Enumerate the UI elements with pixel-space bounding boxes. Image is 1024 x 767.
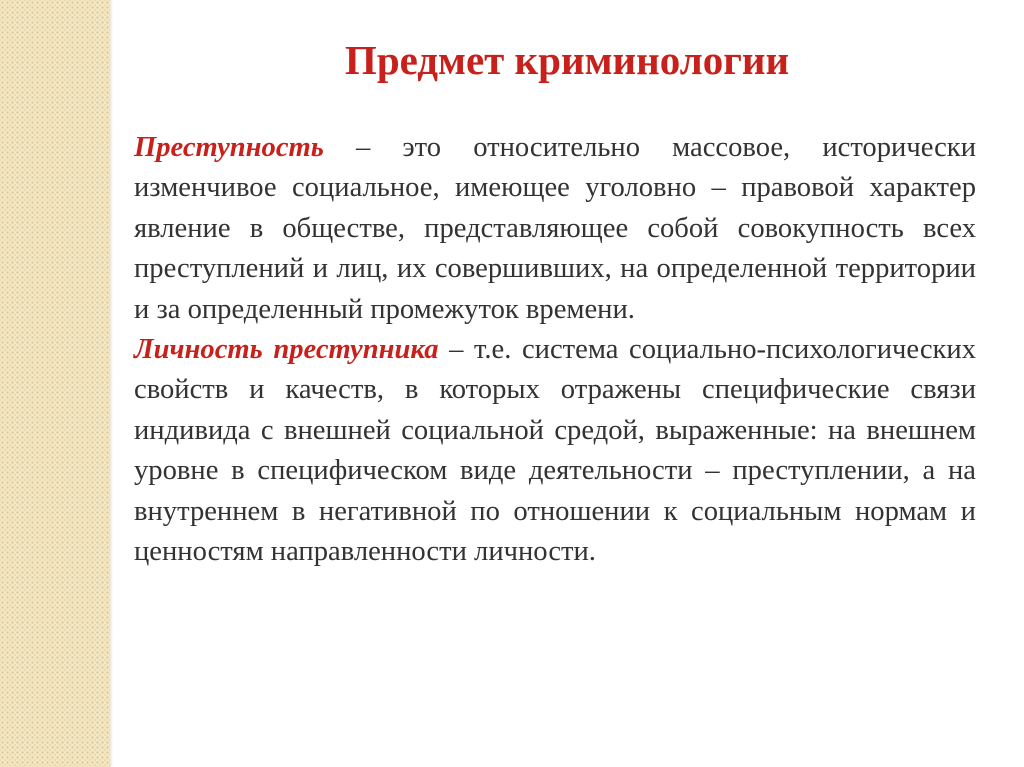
term-crime: Преступность [134,132,324,163]
slide-title: Предмет криминологии [344,37,790,83]
term-offender-personality: Личность преступника [134,334,439,366]
definition-crime-text: – это относительно массовое, исторически изменчивое социальное, имеющее уголовно – правовой характер явление в обществе, представляющее собой совокупность всех преступлений и лиц, их совершивших, на определенной территории и за определенный промежуток времени. [134,132,976,325]
definition-crime [134,128,976,330]
definition-offender-personality-text: – т.е. система социально-психологических свойств и качеств, в которых отражены специфические связи индивида с внешней социальной средой, выраженные: на внешнем уровне в специфическом виде деятельности – преступлении, а на внутреннем в негативной по отношении к социальным нормам и ценностям направленности личности. [134,334,976,568]
definition-offender-personality [134,330,976,572]
decorative-side-band [0,0,110,767]
slide-content [134,128,976,572]
side-band-edge [110,0,113,767]
